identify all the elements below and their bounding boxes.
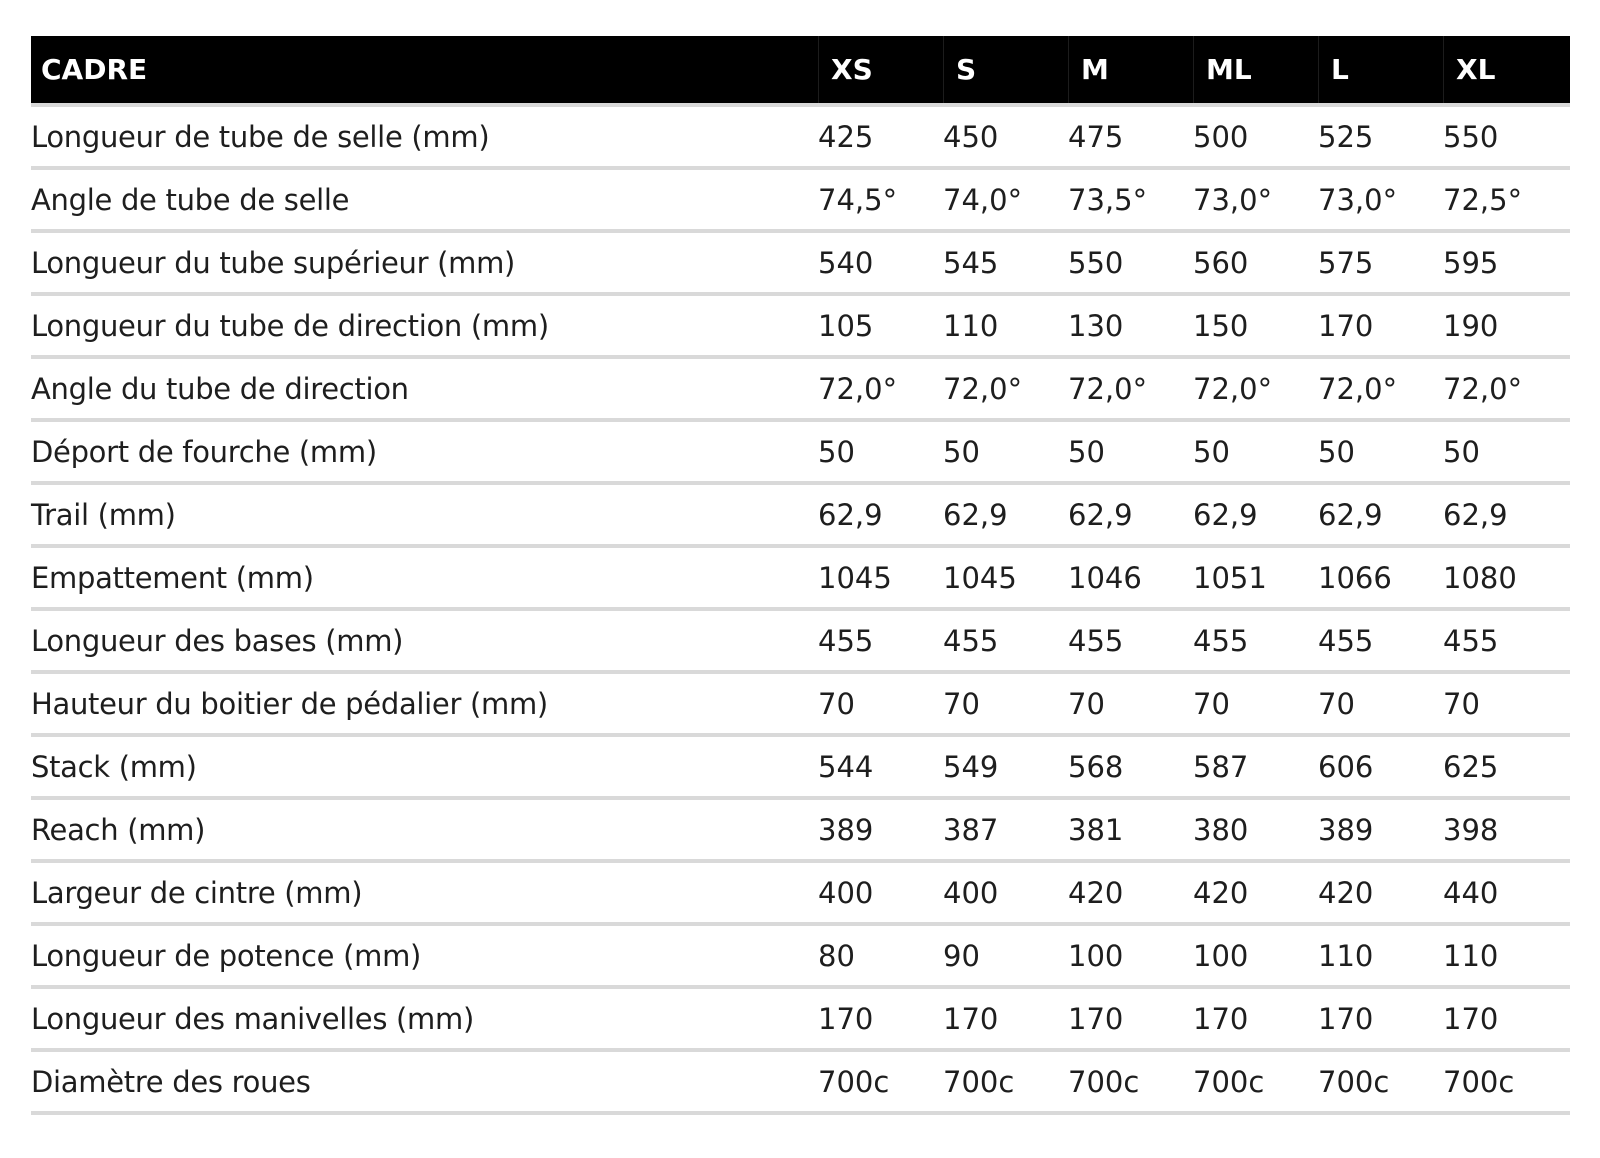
row-value-m: 475 — [1068, 119, 1124, 154]
row-value-s: 700c — [943, 1064, 1015, 1099]
row-value-xs: 50 — [818, 434, 855, 469]
row-value-l: 525 — [1318, 119, 1374, 154]
row-value-xs: 80 — [818, 938, 855, 973]
row-value-s: 400 — [943, 875, 999, 910]
row-value-m: 70 — [1068, 686, 1105, 721]
row-value-m: 72,0° — [1068, 371, 1148, 406]
row-value-s: 70 — [943, 686, 980, 721]
row-label: Longueur de tube de selle (mm) — [31, 119, 490, 154]
table-body — [31, 107, 1570, 1115]
row-value-xl: 550 — [1443, 119, 1499, 154]
row-value-xl: 455 — [1443, 623, 1499, 658]
row-value-xl: 70 — [1443, 686, 1480, 721]
row-value-xs: 389 — [818, 812, 874, 847]
row-value-l: 170 — [1318, 1001, 1374, 1036]
table-row — [31, 296, 1570, 359]
header-label-cadre: CADRE — [41, 53, 148, 86]
row-value-ml: 700c — [1193, 1064, 1265, 1099]
row-label: Angle de tube de selle — [31, 182, 350, 217]
row-value-xs: 540 — [818, 245, 874, 280]
row-value-xl: 50 — [1443, 434, 1480, 469]
row-value-m: 568 — [1068, 749, 1124, 784]
row-value-l: 72,0° — [1318, 371, 1398, 406]
row-value-s: 72,0° — [943, 371, 1023, 406]
row-value-xs: 74,5° — [818, 182, 898, 217]
row-value-l: 62,9 — [1318, 497, 1383, 532]
row-value-l: 50 — [1318, 434, 1355, 469]
row-label: Longueur des manivelles (mm) — [31, 1001, 474, 1036]
row-value-m: 700c — [1068, 1064, 1140, 1099]
row-value-xl: 72,0° — [1443, 371, 1523, 406]
row-label: Trail (mm) — [31, 497, 176, 532]
row-value-s: 90 — [943, 938, 980, 973]
row-value-m: 170 — [1068, 1001, 1124, 1036]
row-value-m: 100 — [1068, 938, 1124, 973]
row-value-ml: 560 — [1193, 245, 1249, 280]
row-label: Hauteur du boitier de pédalier (mm) — [31, 686, 548, 721]
row-value-l: 1066 — [1318, 560, 1392, 595]
table-row — [31, 989, 1570, 1052]
row-value-xl: 398 — [1443, 812, 1499, 847]
header-size-m: M — [1068, 36, 1193, 103]
row-value-s: 74,0° — [943, 182, 1023, 217]
header-size-s: S — [943, 36, 1068, 103]
table-row — [31, 611, 1570, 674]
table-row — [31, 548, 1570, 611]
row-value-xs: 700c — [818, 1064, 890, 1099]
table-row — [31, 233, 1570, 296]
row-value-xs: 170 — [818, 1001, 874, 1036]
geometry-table — [31, 36, 1570, 1115]
row-value-xl: 190 — [1443, 308, 1499, 343]
table-row — [31, 926, 1570, 989]
row-label: Largeur de cintre (mm) — [31, 875, 363, 910]
row-value-m: 73,5° — [1068, 182, 1148, 217]
row-value-l: 606 — [1318, 749, 1374, 784]
row-value-m: 420 — [1068, 875, 1124, 910]
row-value-m: 455 — [1068, 623, 1124, 658]
row-value-ml: 380 — [1193, 812, 1249, 847]
row-value-m: 381 — [1068, 812, 1124, 847]
row-value-ml: 72,0° — [1193, 371, 1273, 406]
row-value-m: 130 — [1068, 308, 1124, 343]
row-value-s: 387 — [943, 812, 999, 847]
row-label: Stack (mm) — [31, 749, 197, 784]
header-size-ml: ML — [1193, 36, 1318, 103]
table-row — [31, 422, 1570, 485]
row-value-s: 110 — [943, 308, 999, 343]
row-value-l: 70 — [1318, 686, 1355, 721]
table-header — [31, 36, 1570, 107]
row-value-s: 450 — [943, 119, 999, 154]
row-value-s: 549 — [943, 749, 999, 784]
row-value-l: 73,0° — [1318, 182, 1398, 217]
row-value-ml: 100 — [1193, 938, 1249, 973]
row-label: Longueur du tube supérieur (mm) — [31, 245, 516, 280]
header-size-xl: XL — [1443, 36, 1570, 103]
row-value-m: 50 — [1068, 434, 1105, 469]
row-value-ml: 1051 — [1193, 560, 1267, 595]
row-value-m: 550 — [1068, 245, 1124, 280]
row-value-s: 170 — [943, 1001, 999, 1036]
table-row — [31, 737, 1570, 800]
row-value-xs: 1045 — [818, 560, 892, 595]
table-row — [31, 1052, 1570, 1115]
row-label: Angle du tube de direction — [31, 371, 409, 406]
row-value-l: 110 — [1318, 938, 1374, 973]
table-row — [31, 359, 1570, 422]
row-value-ml: 70 — [1193, 686, 1230, 721]
row-value-l: 170 — [1318, 308, 1374, 343]
row-value-ml: 150 — [1193, 308, 1249, 343]
row-value-xl: 110 — [1443, 938, 1499, 973]
row-value-s: 1045 — [943, 560, 1017, 595]
row-label: Diamètre des roues — [31, 1064, 311, 1099]
row-value-s: 50 — [943, 434, 980, 469]
header-size-xs: XS — [818, 36, 943, 103]
row-value-s: 62,9 — [943, 497, 1008, 532]
row-value-xs: 105 — [818, 308, 874, 343]
row-value-xs: 70 — [818, 686, 855, 721]
row-value-ml: 420 — [1193, 875, 1249, 910]
row-value-xl: 700c — [1443, 1064, 1515, 1099]
row-value-xl: 170 — [1443, 1001, 1499, 1036]
header-size-l: L — [1318, 36, 1443, 103]
row-value-ml: 62,9 — [1193, 497, 1258, 532]
table-row — [31, 107, 1570, 170]
row-value-xl: 625 — [1443, 749, 1499, 784]
row-value-xs: 400 — [818, 875, 874, 910]
row-value-ml: 500 — [1193, 119, 1249, 154]
table-row — [31, 800, 1570, 863]
row-label: Longueur de potence (mm) — [31, 938, 422, 973]
row-value-xs: 455 — [818, 623, 874, 658]
row-value-l: 700c — [1318, 1064, 1390, 1099]
table-row — [31, 485, 1570, 548]
row-value-ml: 73,0° — [1193, 182, 1273, 217]
row-value-ml: 170 — [1193, 1001, 1249, 1036]
row-value-xl: 1080 — [1443, 560, 1517, 595]
row-value-xs: 72,0° — [818, 371, 898, 406]
row-value-xs: 425 — [818, 119, 874, 154]
row-value-xs: 544 — [818, 749, 874, 784]
row-value-xs: 62,9 — [818, 497, 883, 532]
row-value-l: 420 — [1318, 875, 1374, 910]
row-value-ml: 455 — [1193, 623, 1249, 658]
row-value-ml: 587 — [1193, 749, 1249, 784]
row-value-l: 575 — [1318, 245, 1374, 280]
table-row — [31, 674, 1570, 737]
table-row — [31, 863, 1570, 926]
row-value-m: 62,9 — [1068, 497, 1133, 532]
row-value-m: 1046 — [1068, 560, 1142, 595]
row-value-l: 389 — [1318, 812, 1374, 847]
row-value-s: 545 — [943, 245, 999, 280]
row-label: Reach (mm) — [31, 812, 206, 847]
row-label: Longueur du tube de direction (mm) — [31, 308, 549, 343]
row-label: Empattement (mm) — [31, 560, 314, 595]
row-value-ml: 50 — [1193, 434, 1230, 469]
row-label: Déport de fourche (mm) — [31, 434, 377, 469]
row-label: Longueur des bases (mm) — [31, 623, 404, 658]
row-value-xl: 440 — [1443, 875, 1499, 910]
row-value-l: 455 — [1318, 623, 1374, 658]
row-value-xl: 62,9 — [1443, 497, 1508, 532]
row-value-xl: 72,5° — [1443, 182, 1523, 217]
row-value-s: 455 — [943, 623, 999, 658]
row-value-xl: 595 — [1443, 245, 1499, 280]
table-row — [31, 170, 1570, 233]
